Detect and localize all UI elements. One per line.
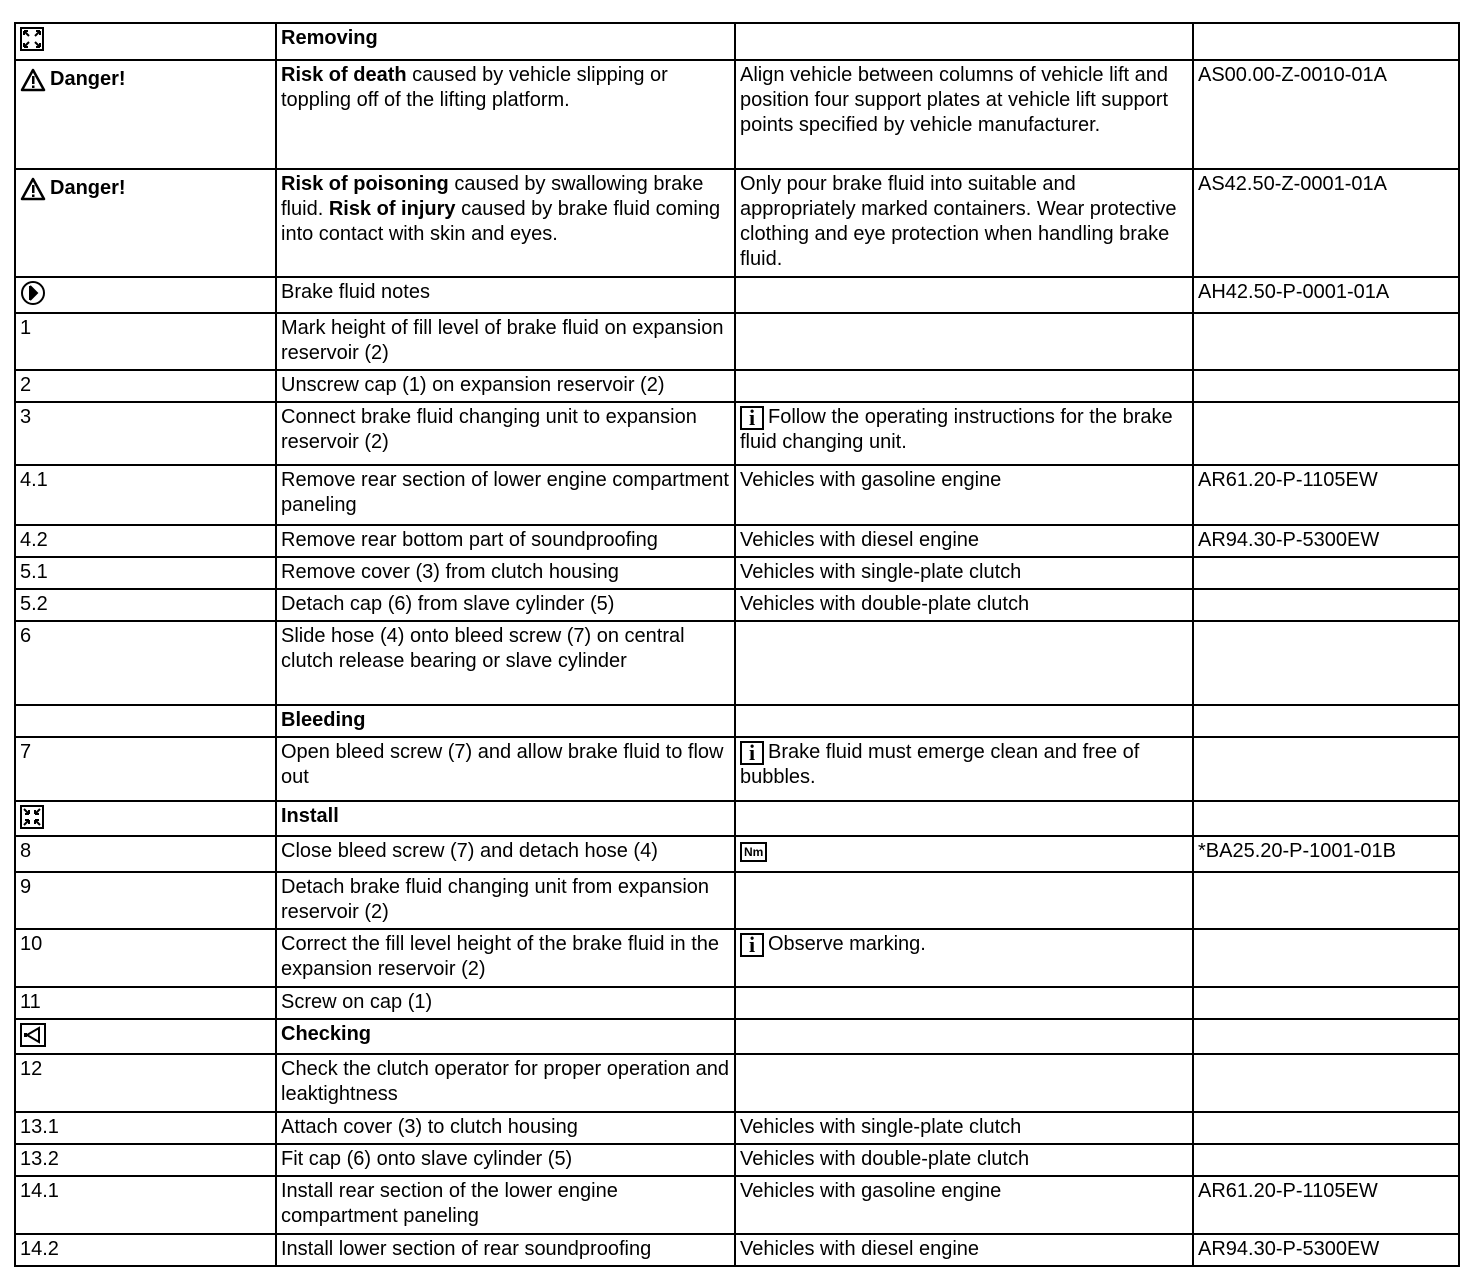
table-row <box>15 277 1459 313</box>
step-text: Close bleed screw (7) and detach hose (4) <box>276 836 735 872</box>
section-heading: Checking <box>276 1019 735 1054</box>
table-row <box>15 23 1459 60</box>
install-icon <box>20 805 44 829</box>
instruction-cell: Only pour brake fluid into suitable and appropriately marked containers. Wear protective clothing and eye protection when handling brake fluid. <box>735 169 1193 277</box>
step-number: 13.1 <box>15 1112 276 1144</box>
note-text: Brake fluid must emerge clean and free of bubbles. <box>740 741 1140 788</box>
risk-text: caused by vehicle slipping or toppling off of the lifting platform. <box>281 64 668 111</box>
info-icon: i <box>740 741 764 765</box>
step-text: Brake fluid notes <box>276 277 735 313</box>
reference-link[interactable]: AR61.20-P-1105EW <box>1193 1176 1459 1234</box>
table-row <box>15 525 1459 557</box>
step-number: 3 <box>15 402 276 465</box>
step-number: 8 <box>15 836 276 872</box>
section-heading: Install <box>276 801 735 836</box>
condition-text: Vehicles with single-plate clutch <box>735 1112 1193 1144</box>
section-heading: Bleeding <box>276 705 735 737</box>
step-number: 10 <box>15 929 276 987</box>
table-row <box>15 987 1459 1019</box>
step-text: Detach cap (6) from slave cylinder (5) <box>276 589 735 621</box>
step-number: 9 <box>15 872 276 929</box>
table-row <box>15 169 1459 277</box>
step-number: 11 <box>15 987 276 1019</box>
danger-label: Danger! <box>50 177 126 199</box>
step-text: Check the clutch operator for proper operation and leaktightness <box>276 1054 735 1112</box>
risk-bold: Risk of injury <box>328 198 456 220</box>
danger-label: Danger! <box>50 68 126 90</box>
step-number: 5.1 <box>15 557 276 589</box>
step-number: 5.2 <box>15 589 276 621</box>
table-row <box>15 1144 1459 1176</box>
info-icon: i <box>740 933 764 957</box>
step-text: Unscrew cap (1) on expansion reservoir (2) <box>276 370 735 402</box>
table-row <box>15 60 1459 169</box>
table-row <box>15 1054 1459 1112</box>
step-number: 2 <box>15 370 276 402</box>
step-number: 13.2 <box>15 1144 276 1176</box>
section-heading: Removing <box>276 23 735 60</box>
table-row <box>15 836 1459 872</box>
table-row <box>15 801 1459 836</box>
note-text: Observe marking. <box>768 933 926 955</box>
step-number: 12 <box>15 1054 276 1112</box>
condition-text: Vehicles with gasoline engine <box>735 465 1193 525</box>
reference-link[interactable]: AR61.20-P-1105EW <box>1193 465 1459 525</box>
step-text: Fit cap (6) onto slave cylinder (5) <box>276 1144 735 1176</box>
table-row <box>15 737 1459 801</box>
remove-icon <box>20 27 44 51</box>
step-text: Install rear section of the lower engine compartment paneling <box>276 1176 735 1234</box>
check-icon <box>20 1023 46 1047</box>
step-text: Detach brake fluid changing unit from expansion reservoir (2) <box>276 872 735 929</box>
torque-icon: Nm <box>740 842 767 862</box>
condition-text: Vehicles with gasoline engine <box>735 1176 1193 1234</box>
step-text: Correct the fill level height of the brake fluid in the expansion reservoir (2) <box>276 929 735 987</box>
instruction-cell: Align vehicle between columns of vehicle lift and position four support plates at vehicle lift support points specified by vehicle manufacturer. <box>735 60 1193 169</box>
reference-link[interactable]: AH42.50-P-0001-01A <box>1193 277 1459 313</box>
table-row <box>15 1112 1459 1144</box>
table-row <box>15 1176 1459 1234</box>
table-row <box>15 465 1459 525</box>
note-icon <box>20 280 46 306</box>
step-text: Open bleed screw (7) and allow brake fluid to flow out <box>276 737 735 801</box>
step-text: Remove rear bottom part of soundproofing <box>276 525 735 557</box>
step-number: 4.2 <box>15 525 276 557</box>
step-text: Screw on cap (1) <box>276 987 735 1019</box>
condition-text: Vehicles with single-plate clutch <box>735 557 1193 589</box>
warning-triangle-icon <box>20 68 46 92</box>
step-number: 14.2 <box>15 1234 276 1266</box>
step-text: Remove rear section of lower engine compartment paneling <box>276 465 735 525</box>
table-row <box>15 872 1459 929</box>
step-number: 4.1 <box>15 465 276 525</box>
table-row <box>15 402 1459 465</box>
note-text: Follow the operating instructions for the brake fluid changing unit. <box>740 406 1173 453</box>
condition-text: Vehicles with diesel engine <box>735 525 1193 557</box>
procedure-table <box>14 22 1460 1267</box>
step-text: Slide hose (4) onto bleed screw (7) on central clutch release bearing or slave cylinder <box>276 621 735 705</box>
step-text: Connect brake fluid changing unit to expansion reservoir (2) <box>276 402 735 465</box>
condition-text: Vehicles with diesel engine <box>735 1234 1193 1266</box>
reference-link[interactable]: AR94.30-P-5300EW <box>1193 525 1459 557</box>
reference-link[interactable]: AS00.00-Z-0010-01A <box>1193 60 1459 169</box>
table-row <box>15 589 1459 621</box>
table-row <box>15 929 1459 987</box>
step-text: Attach cover (3) to clutch housing <box>276 1112 735 1144</box>
step-number: 7 <box>15 737 276 801</box>
table-row <box>15 1019 1459 1054</box>
risk-text: caused by brake fluid coming into contact with skin and eyes. <box>281 198 721 245</box>
step-number: 6 <box>15 621 276 705</box>
step-text: Mark height of fill level of brake fluid on expansion reservoir (2) <box>276 313 735 370</box>
reference-link[interactable]: AS42.50-Z-0001-01A <box>1193 169 1459 277</box>
step-number: 1 <box>15 313 276 370</box>
info-icon: i <box>740 406 764 430</box>
risk-bold: Risk of poisoning <box>281 173 449 195</box>
reference-link[interactable]: AR94.30-P-5300EW <box>1193 1234 1459 1266</box>
risk-bold: Risk of death <box>281 64 407 86</box>
step-number: 14.1 <box>15 1176 276 1234</box>
step-text: Remove cover (3) from clutch housing <box>276 557 735 589</box>
warning-triangle-icon <box>20 177 46 201</box>
table-row <box>15 621 1459 705</box>
table-row <box>15 705 1459 737</box>
table-row <box>15 557 1459 589</box>
table-row <box>15 313 1459 370</box>
condition-text: Vehicles with double-plate clutch <box>735 1144 1193 1176</box>
table-row <box>15 1234 1459 1266</box>
step-text: Install lower section of rear soundproofing <box>276 1234 735 1266</box>
table-row <box>15 370 1459 402</box>
reference-link[interactable]: *BA25.20-P-1001-01B <box>1193 836 1459 872</box>
risk-text: caused by swallowing brake fluid. <box>281 173 704 220</box>
condition-text: Vehicles with double-plate clutch <box>735 589 1193 621</box>
